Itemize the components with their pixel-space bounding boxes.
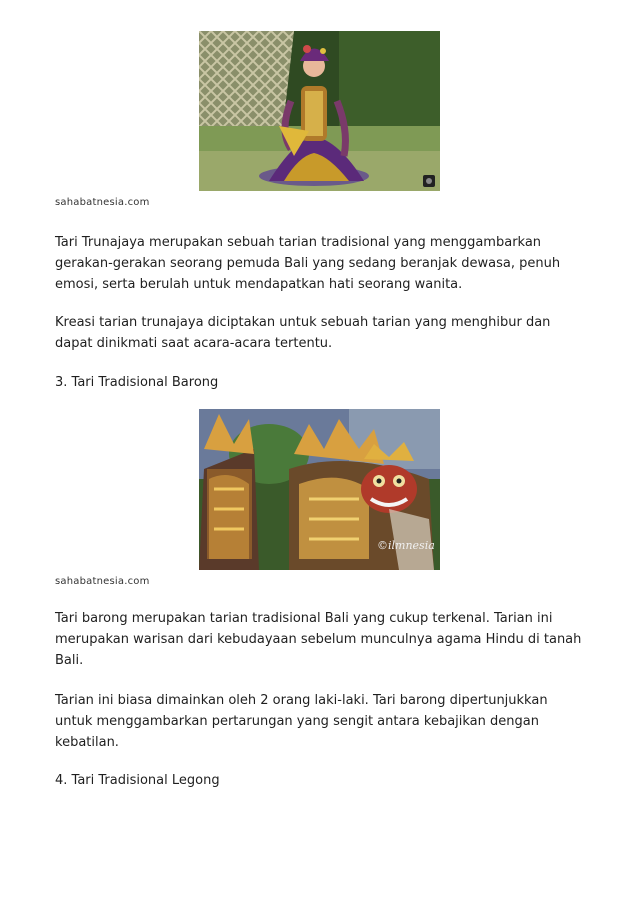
trunajaya-dancer-image xyxy=(199,31,440,191)
image-watermark: ©ilmnesia xyxy=(377,539,435,552)
image-caption: sahabatnesia.com xyxy=(55,576,150,587)
paragraph: Tarian ini biasa dimainkan oleh 2 orang laki-laki. Tari barong dipertunjukkan untuk menggambarkan pertarungan yang sengit antara kebajikan dengan kebatilan. xyxy=(55,693,548,750)
image-caption: sahabatnesia.com xyxy=(55,197,150,208)
barong-image xyxy=(199,409,440,570)
section-heading: 3. Tari Tradisional Barong xyxy=(55,375,219,390)
trunajaya-dancer-photo xyxy=(199,31,440,191)
barong-photo xyxy=(199,409,440,570)
paragraph: Tari barong merupakan tarian tradisional Bali yang cukup terkenal. Tarian ini merupakan warisan dari kebudayaan sebelum munculnya agama Hindu di tanah Bali. xyxy=(55,611,582,668)
paragraph: Tari Trunajaya merupakan sebuah tarian tradisional yang menggambarkan gerakan-gerakan seorang pemuda Bali yang sedang beranjak dewasa, penuh emosi, serta berulah untuk mendapatkan hati seorang wanita. xyxy=(55,235,561,292)
paragraph: Kreasi tarian trunajaya diciptakan untuk sebuah tarian yang menghibur dan dapat dinikmati saat acara-acara tertentu. xyxy=(55,315,551,351)
section-heading: 4. Tari Tradisional Legong xyxy=(55,773,220,788)
